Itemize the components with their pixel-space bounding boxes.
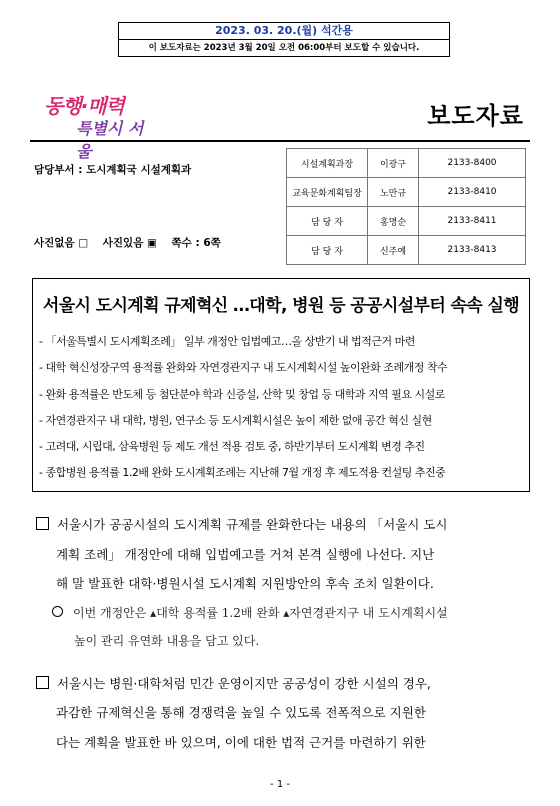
p1-line2: 계획 조례」 개정안에 대해 입법예고를 거쳐 본격 실행에 나선다. 지난 [56,546,435,562]
summary-bullet: - 자연경관지구 내 대학, 병원, 연구소 등 도시계획시설은 높이 제한 없애 공간 혁신 실현 [39,413,432,427]
p1-line1: 서울시가 공공시설의 도시계획 규제를 완화한다는 내용의 「서울시 도시 [57,517,448,532]
contact-row [287,149,526,178]
embargo-notice: 이 보도자료는 2023년 3월 20일 오전 06:00부터 보도할 수 있습니다. [148,43,420,53]
summary-bullet: - 대학 혁신성장구역 용적률 완화와 자연경관지구 내 도시계획시설 높이완화 조례개정 착수 [39,361,448,375]
p2-line3: 다는 계획을 발표한 바 있으며, 이에 대한 법적 근거를 마련하기 위한 [56,734,426,750]
contact-phone: 2133-8410 [419,178,526,207]
contact-role: 담 당 자 [287,236,368,265]
contact-row [287,207,526,236]
contact-row [287,236,526,265]
contact-role: 담 당 자 [287,207,368,236]
contacts-table [286,148,526,265]
contact-role: 교육문화계획팀장 [287,178,368,207]
seoul-logo [44,90,154,161]
checkbox-bullet-icon [36,517,49,530]
summary-bullet: - 「서울특별시 도시계획조례」 일부 개정안 입법예고…올 상반기 내 법적근거 마련 [39,335,415,348]
summary-bullets [39,329,525,487]
contact-role: 시설계획과장 [287,149,368,178]
summary-bullet: - 종합병원 용적률 1.2배 완화 도시계획조례는 지난해 7월 개정 후 제도적용 컨설팅 추진중 [39,466,446,480]
contact-phone: 2133-8413 [419,236,526,265]
paragraph-2 [36,669,531,758]
summary-bullet: - 완화 용적률은 반도체 등 첨단분야 학과 신증설, 산학 및 창업 등 대학과 지역 필요 시설로 [39,387,445,401]
sub1-line2: 높이 관리 유연화 내용을 담고 있다. [74,633,260,648]
page-number: - 1 - [270,779,290,790]
paragraph-1 [36,510,531,599]
headline: 서울시 도시계획 규제혁신 …대학, 병원 등 공공시설부터 속속 실행 [42,296,520,316]
contact-name: 이광구 [368,149,419,178]
header-divider [30,140,530,142]
summary-bullet: - 고려대, 시립대, 삼육병원 등 제도 개선 적용 검토 중, 하반기부터 도시계획 변경 추진 [39,440,425,454]
summary-box [32,278,530,492]
contact-phone: 2133-8400 [419,149,526,178]
contact-name: 홍명순 [368,207,419,236]
logo-line1: 동행·매력 [44,94,124,118]
contact-name: 노만규 [368,178,419,207]
logo-line2: 특별시 서울 [76,119,144,161]
embargo-box [118,22,450,57]
contact-phone: 2133-8411 [419,207,526,236]
p2-line1: 서울시는 병원·대학처럼 민간 운영이지만 공공성이 강한 시설의 경우, [57,675,431,691]
contact-row [287,178,526,207]
sub-paragraph-1 [52,599,531,655]
contact-name: 신주예 [368,236,419,265]
department-label: 담당부서 : 도시계획국 시설계획과 [34,164,192,176]
body-text [36,510,531,757]
circle-bullet-icon [52,606,63,617]
sub1-line1: 이번 개정안은 ▴대학 용적률 1.2배 완화 ▴자연경관지구 내 도시계획시설 [73,605,448,620]
checkbox-bullet-icon [36,676,49,689]
p1-line3: 해 말 발표한 대학·병원시설 도시계획 지원방안의 후속 조치 일환이다. [56,576,434,591]
p2-line2: 과감한 규제혁신을 통해 경쟁력을 높일 수 있도록 전폭적으로 지원한 [56,705,426,720]
press-release-title: 보도자료 [427,102,524,130]
release-date: 2023. 03. 20.(월) 석간용 [119,23,449,40]
photo-page-info: 사진없음 □ 사진있음 ▣ 쪽수 : 6쪽 [34,237,221,249]
